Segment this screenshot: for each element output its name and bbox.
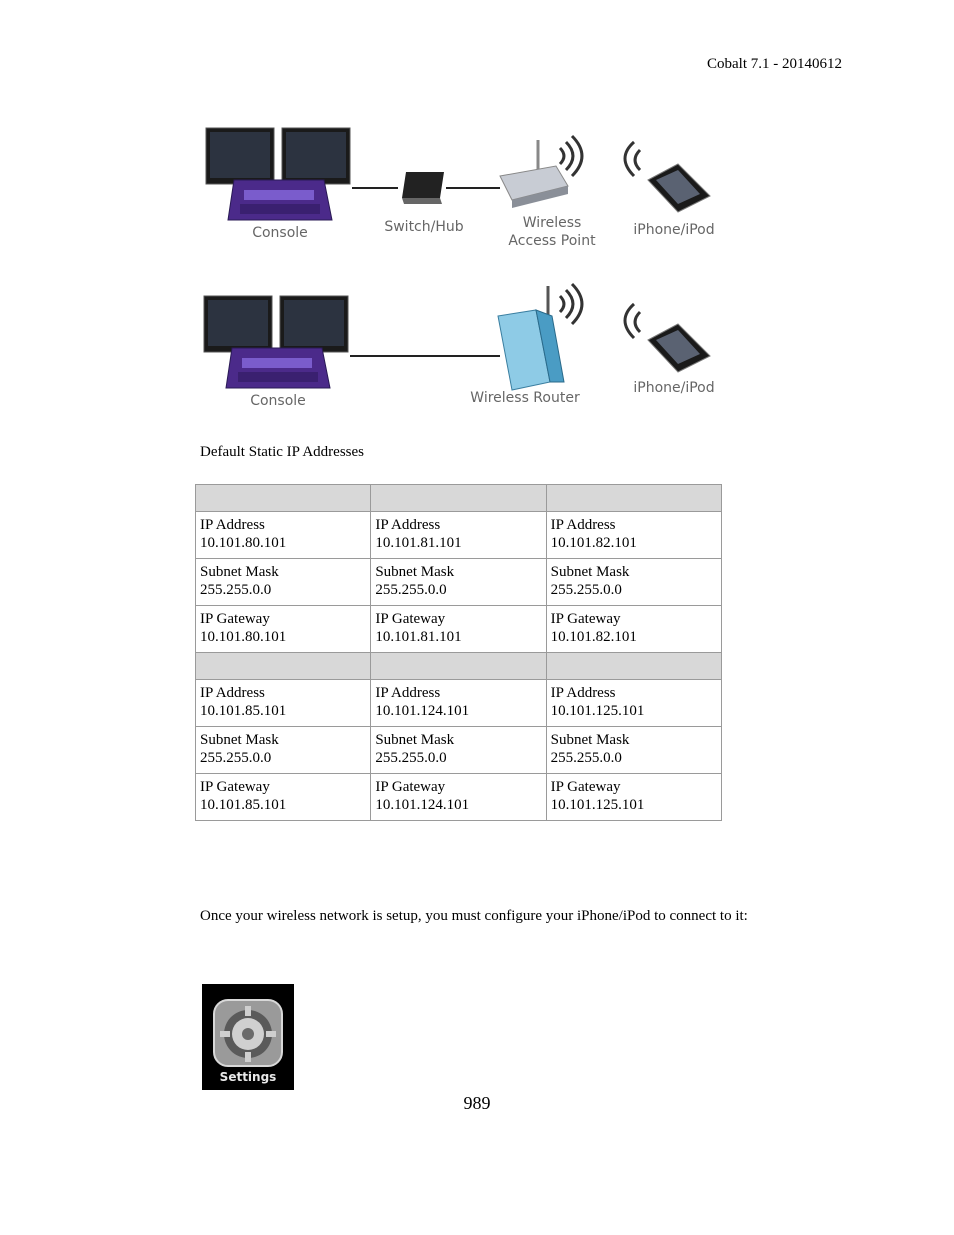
iphone-label: iPhone/iPod [633, 380, 715, 396]
table-cell: IP Gateway 10.101.80.101 [196, 606, 371, 653]
table-cell: Subnet Mask 255.255.0.0 [546, 559, 721, 606]
gear-icon [202, 984, 294, 1070]
table-cell: Subnet Mask 255.255.0.0 [371, 727, 546, 774]
table-cell: IP Address 10.101.81.101 [371, 512, 546, 559]
table-cell: Subnet Mask 255.255.0.0 [196, 559, 371, 606]
instruction-paragraph: Once your wireless network is setup, you must configure your iPhone/iPod to connect to it: [200, 908, 748, 924]
table-row [196, 559, 722, 606]
table-cell: Subnet Mask 255.255.0.0 [196, 727, 371, 774]
table-row [196, 727, 722, 774]
table-cell: IP Gateway 10.101.82.101 [546, 606, 721, 653]
console-icon [206, 128, 350, 220]
settings-label: Settings [219, 1070, 277, 1084]
table-cell: IP Gateway 10.101.125.101 [546, 774, 721, 821]
table-cell: IP Gateway 10.101.81.101 [371, 606, 546, 653]
iphone-icon [625, 142, 710, 212]
table-row [196, 774, 722, 821]
access-point-label-line1: Wireless [522, 215, 582, 231]
page-header: Cobalt 7.1 - 20140612 [707, 56, 842, 72]
switch-hub-label: Switch/Hub [384, 219, 464, 235]
table-row [196, 680, 722, 727]
switch-hub-icon [402, 172, 444, 204]
console-label: Console [250, 393, 306, 409]
table-row [196, 606, 722, 653]
table-cell: IP Address 10.101.125.101 [546, 680, 721, 727]
console-icon [204, 296, 348, 388]
table-cell: Subnet Mask 255.255.0.0 [371, 559, 546, 606]
table-row [196, 512, 722, 559]
settings-app-icon[interactable] [202, 984, 294, 1090]
access-point-label-line2: Access Point [508, 233, 596, 249]
table-cell: IP Address 10.101.85.101 [196, 680, 371, 727]
iphone-icon [625, 304, 710, 372]
wireless-router-icon [498, 284, 582, 390]
table-cell: IP Address 10.101.124.101 [371, 680, 546, 727]
table-cell: IP Gateway 10.101.85.101 [196, 774, 371, 821]
table-cell: Subnet Mask 255.255.0.0 [546, 727, 721, 774]
table-cell: IP Gateway 10.101.124.101 [371, 774, 546, 821]
page-number: 989 [463, 1093, 491, 1113]
table-cell: IP Address 10.101.82.101 [546, 512, 721, 559]
ip-address-table [195, 484, 722, 821]
console-label: Console [252, 225, 308, 241]
table-header-row [196, 653, 722, 680]
table-header-row [196, 485, 722, 512]
table-caption: Default Static IP Addresses [200, 444, 364, 460]
access-point-icon [500, 136, 582, 208]
wireless-router-label: Wireless Router [470, 390, 580, 406]
iphone-label: iPhone/iPod [633, 222, 715, 238]
table-cell: IP Address 10.101.80.101 [196, 512, 371, 559]
